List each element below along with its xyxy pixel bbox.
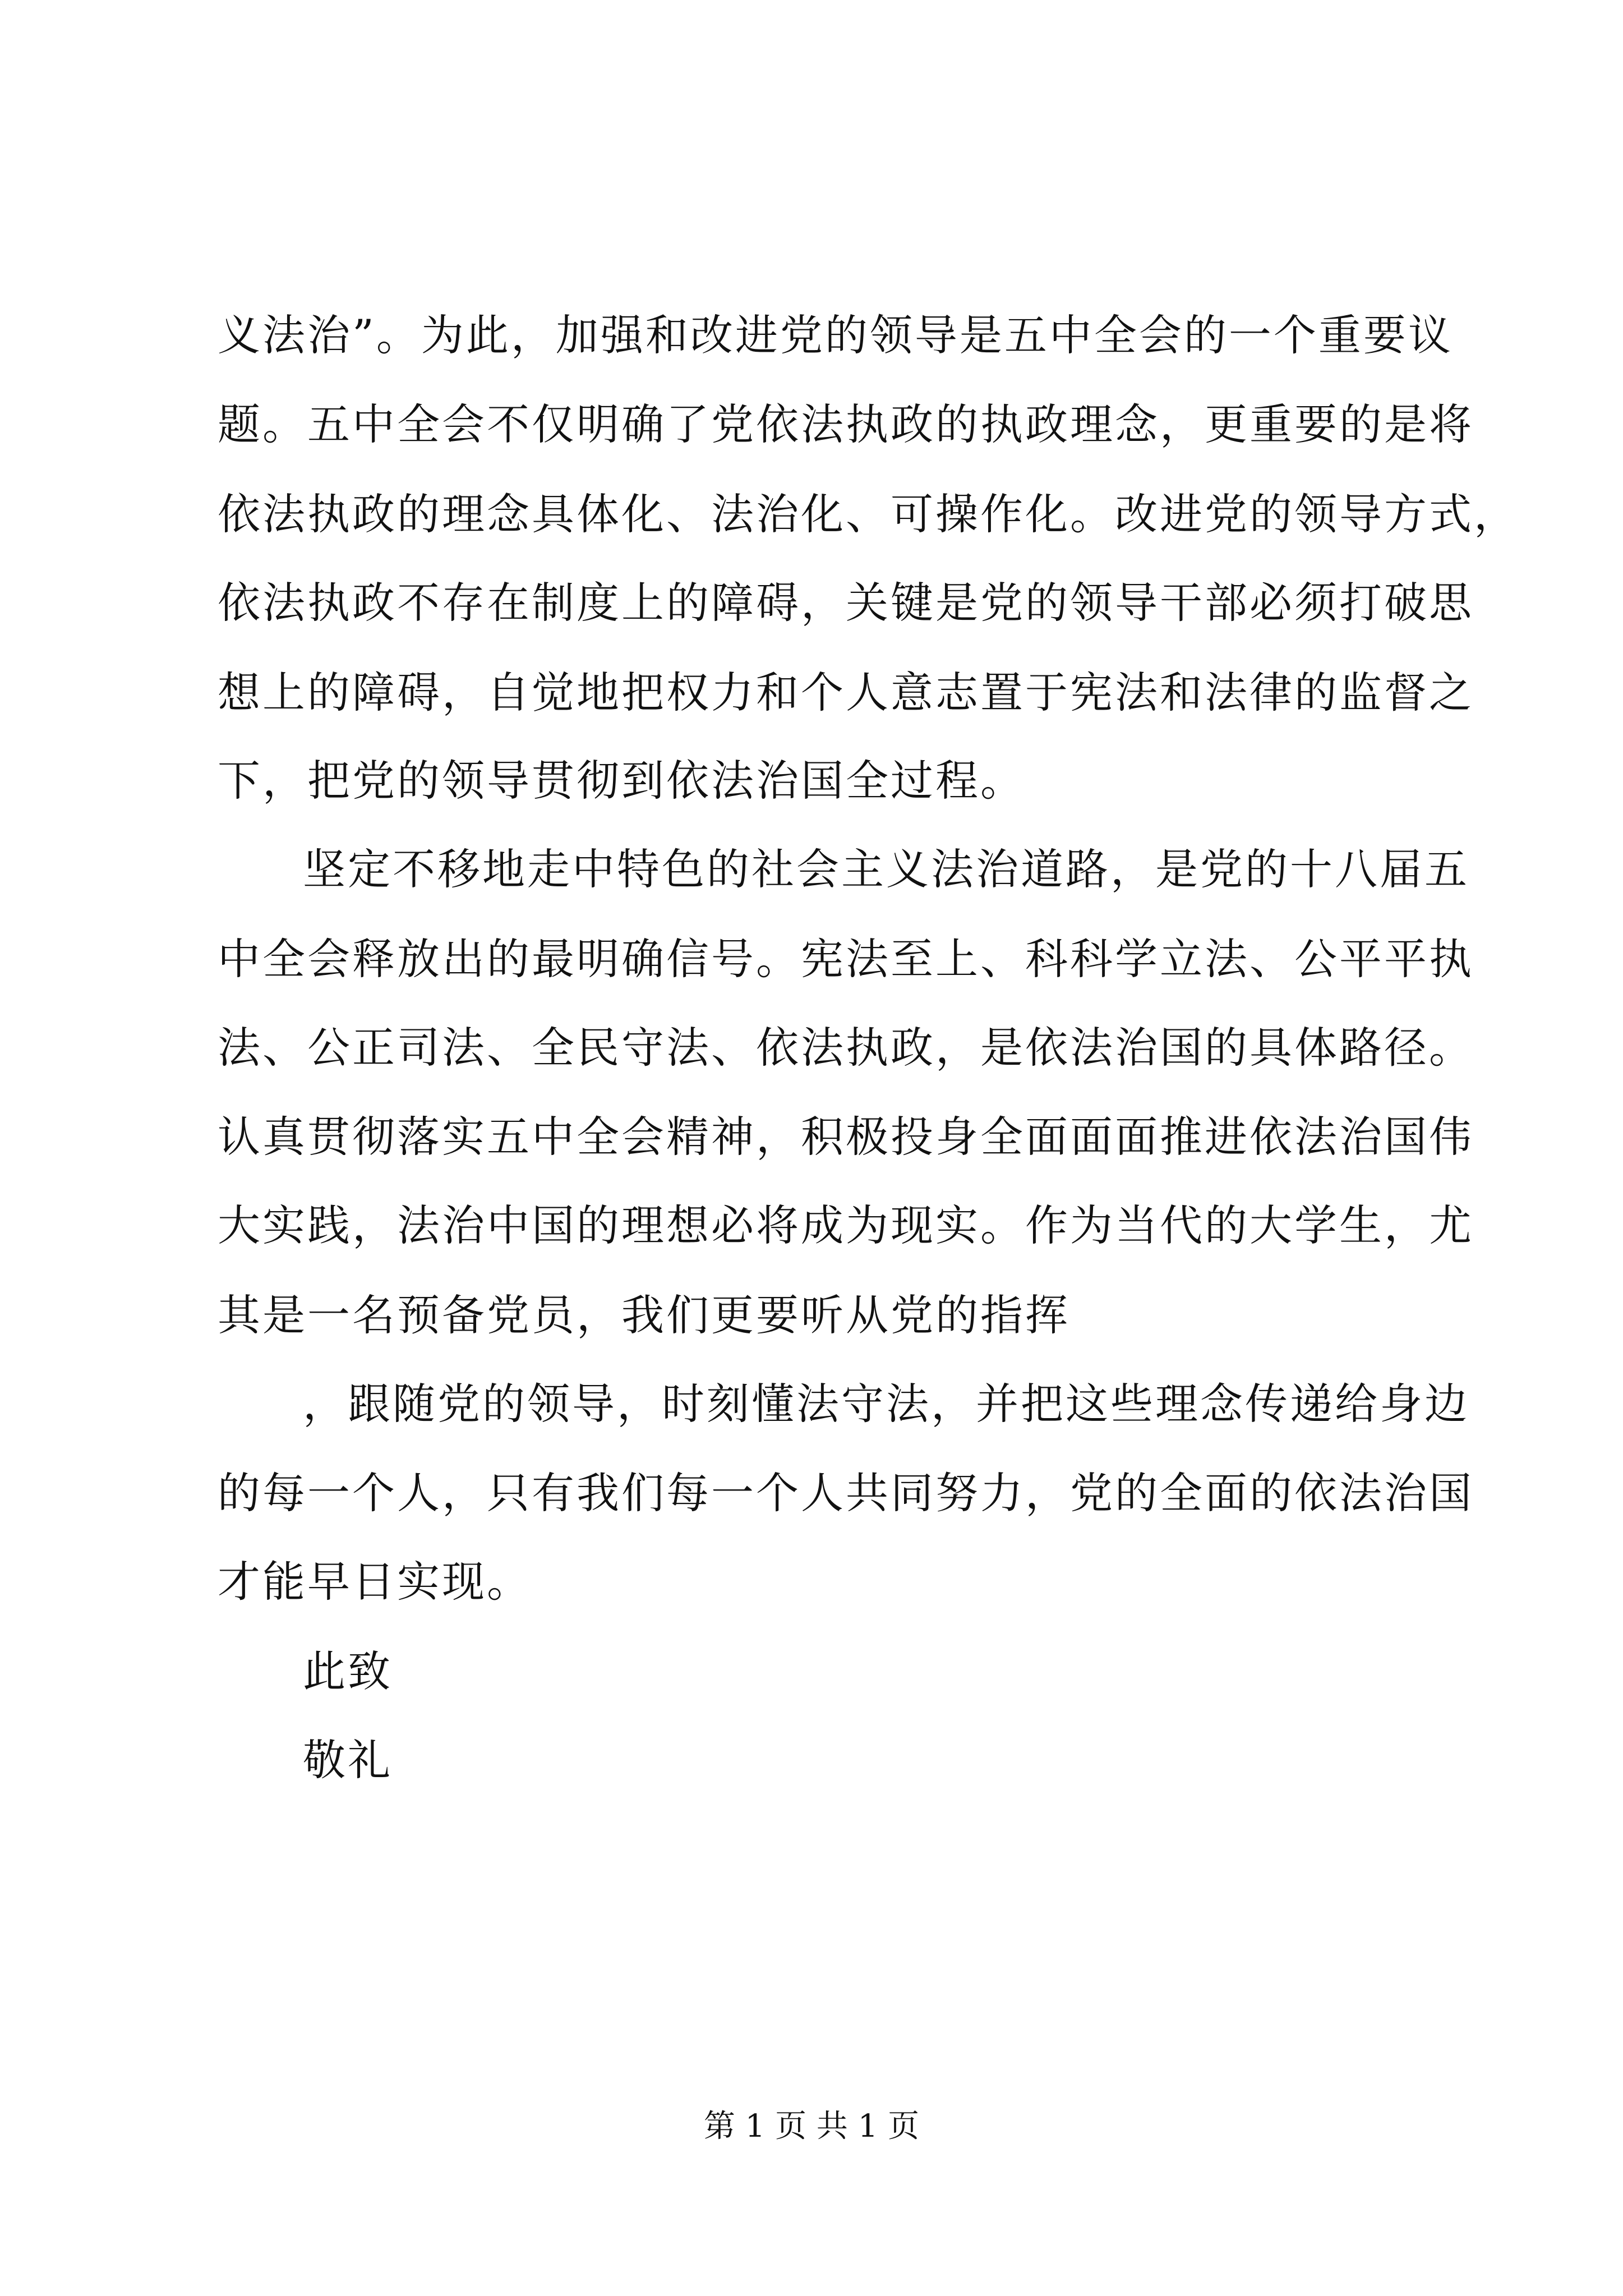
body-line-2: 题。五中全会不仅明确了党依法执政的执政理念，更重要的是将 [218, 399, 1474, 449]
body-line-5: 想上的障碍，自觉地把权力和个人意志置于宪法和法律的监督之 [218, 668, 1474, 717]
body-line-15: 才能早日实现。 [218, 1557, 532, 1607]
body-line-10: 认真贯彻落实五中全会精神，积极投身全面面面推进依法治国伟 [218, 1112, 1474, 1162]
body-line-12: 其是一名预备党员，我们更要听从党的指挥 [218, 1290, 1070, 1340]
body-line-6: 下，把党的领导贯彻到依法治国全过程。 [218, 756, 1025, 806]
paragraph-3-first-line: ，跟随党的领导，时刻懂法守法，并把这些理念传递给身边 [303, 1379, 1469, 1429]
body-line-8: 中全会释放出的最明确信号。宪法至上、科科学立法、公平平执 [218, 934, 1474, 984]
body-line-14: 的每一个人，只有我们每一个人共同努力，党的全面的依法治国 [218, 1468, 1474, 1518]
page-footer: 第 1 页 共 1 页 [703, 2108, 920, 2145]
body-line-1: 义法治”。为此，加强和改进党的领导是五中全会的一个重要议 [218, 310, 1453, 360]
body-line-11: 大实践，法治中国的理想必将成为现实。作为当代的大学生，尤 [218, 1200, 1474, 1250]
body-line-9: 法、公正司法、全民守法、依法执政，是依法治国的具体路径。 [218, 1023, 1474, 1073]
paragraph-2-first-line: 坚定不移地走中特色的社会主义法治道路，是党的十八届五 [303, 844, 1469, 894]
body-line-4: 依法执政不存在制度上的障碍，关键是党的领导干部必须打破思 [218, 578, 1474, 628]
body-line-3: 依法执政的理念具体化、法治化、可操作化。改进党的领导方式， [218, 489, 1519, 539]
closing-regards: 敬礼 [303, 1735, 393, 1785]
closing-salutation: 此致 [303, 1646, 393, 1696]
